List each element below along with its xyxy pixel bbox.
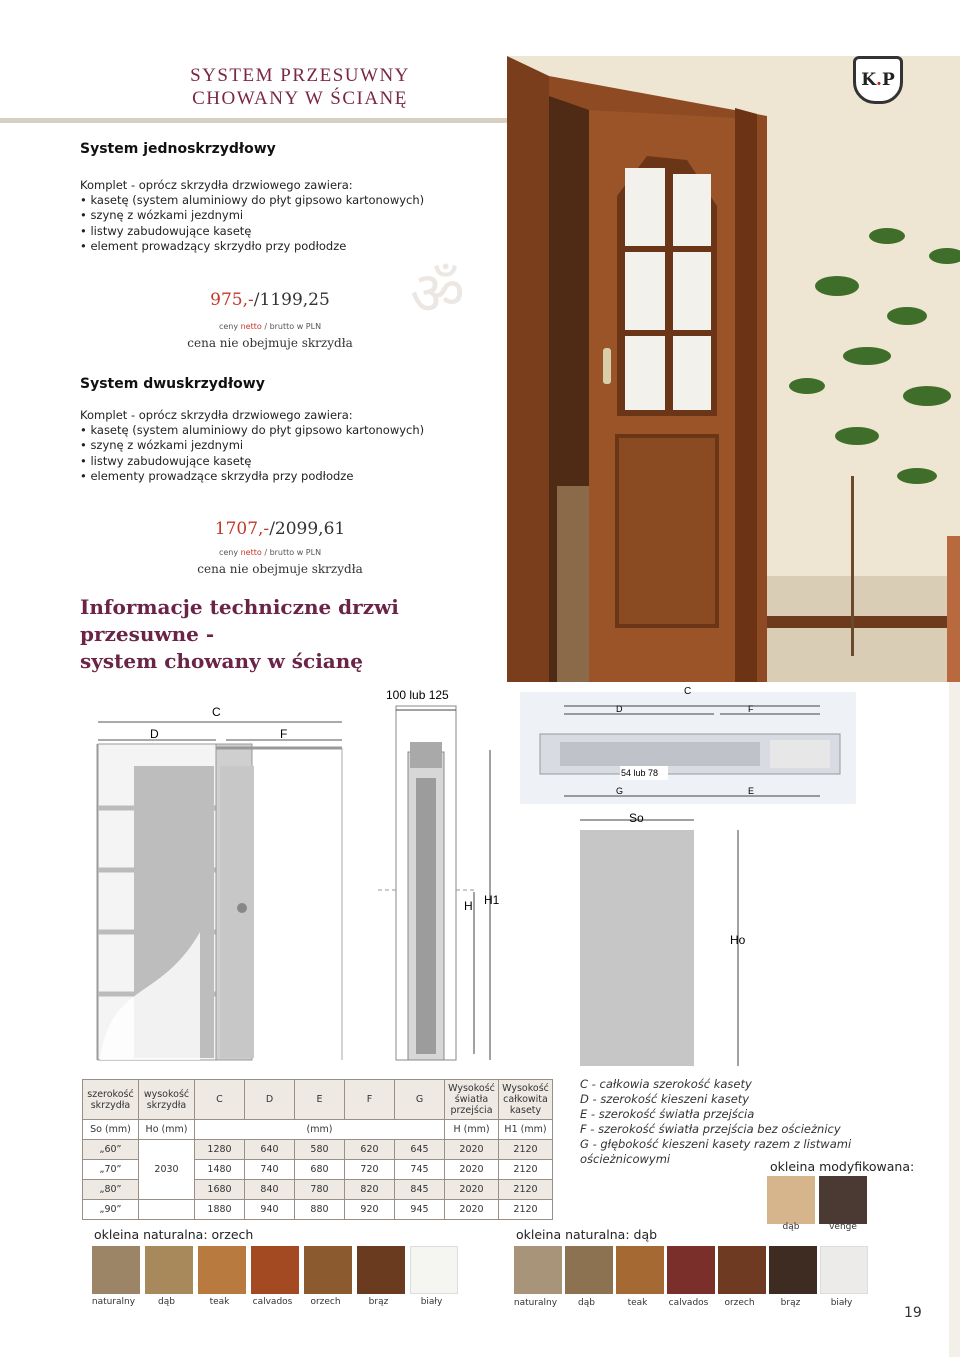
- page-number: 19: [904, 1305, 922, 1321]
- logo-letter-k: K: [861, 70, 877, 90]
- table-header-cell: F: [345, 1080, 395, 1120]
- table-cell: 620: [345, 1140, 395, 1160]
- table-unit-cell: Ho (mm): [139, 1120, 195, 1140]
- technical-heading-line1: Informacje techniczne drzwi przesuwne -: [80, 595, 399, 646]
- dim-label-h1: H1: [484, 893, 500, 907]
- dim-label-h: H: [464, 899, 473, 913]
- leaf-label-so: So: [629, 811, 644, 825]
- single-item: • listwy zabudowujące kasetę: [80, 223, 252, 238]
- table-cell: 920: [345, 1200, 395, 1220]
- plan-label-f: F: [748, 704, 754, 714]
- single-system-title: System jednoskrzydłowy: [80, 141, 276, 157]
- om-watermark-icon: ॐ: [410, 259, 465, 329]
- table-cell: 2120: [499, 1160, 553, 1180]
- table-cell: 720: [345, 1160, 395, 1180]
- table-unit-cell: (mm): [195, 1120, 445, 1140]
- oak-label-row: [510, 1298, 867, 1308]
- single-price: [180, 290, 360, 310]
- table-header-cell: Wysokość całkowita kasety: [499, 1080, 553, 1120]
- swatch: [410, 1246, 458, 1294]
- swatch-label: dąb: [578, 1298, 595, 1308]
- modified-veneer-title: okleina modyfikowana:: [770, 1159, 915, 1174]
- swatch-label: calvados: [668, 1298, 709, 1308]
- price-note-prefix: ceny: [218, 322, 241, 331]
- table-cell: 580: [295, 1140, 345, 1160]
- table-cell: 2120: [499, 1200, 553, 1220]
- table-cell: 880: [295, 1200, 345, 1220]
- double-intro: Komplet - oprócz skrzydła drzwiowego zawiera:: [80, 408, 353, 422]
- plan-label-g: G: [616, 786, 624, 796]
- swatch: [357, 1246, 405, 1294]
- table-unit-cell: So (mm): [83, 1120, 139, 1140]
- swatch-label: biały: [420, 1297, 443, 1307]
- swatch: [565, 1246, 613, 1294]
- price-note-prefix: ceny: [218, 548, 241, 557]
- legend-item: C - całkowia szerokość kasety: [580, 1077, 752, 1091]
- table-header-cell: wysokość skrzydła: [139, 1080, 195, 1120]
- table-cell: „60”: [83, 1140, 139, 1160]
- table-cell: 645: [395, 1140, 445, 1160]
- table-row: [83, 1200, 553, 1220]
- swatch: [616, 1246, 664, 1294]
- plan-label-depth: 54 lub 78: [621, 768, 659, 778]
- double-item: • elementy prowadzące skrzydła przy podłodze: [80, 468, 354, 483]
- table-cell: 2020: [445, 1180, 499, 1200]
- swatch: [718, 1246, 766, 1294]
- logo-dot: .: [876, 70, 882, 90]
- table-cell: 740: [245, 1160, 295, 1180]
- legend-item: F - szerokość światła przejścia bez ościeżnicy: [580, 1122, 841, 1136]
- swatch-label: calvados: [252, 1297, 293, 1307]
- oak-veneer-title: okleina naturalna: dąb: [516, 1227, 658, 1242]
- dim-label-c: C: [212, 705, 221, 719]
- dimension-table: [82, 1079, 553, 1220]
- table-cell: 845: [395, 1180, 445, 1200]
- table-cell: 1880: [195, 1200, 245, 1220]
- walnut-label-row: [87, 1297, 458, 1307]
- plan-label-d: D: [616, 704, 623, 714]
- logo-letter-p: P: [881, 70, 895, 90]
- single-system-description: [80, 178, 500, 254]
- table-header-cell: D: [245, 1080, 295, 1120]
- swatch: [92, 1246, 140, 1294]
- swatch-label: orzech: [310, 1297, 341, 1307]
- table-header-cell: szerokość skrzydła: [83, 1080, 139, 1120]
- leaf-label-ho: Ho: [730, 933, 746, 947]
- cross-section: [378, 706, 490, 1060]
- table-cell: 1280: [195, 1140, 245, 1160]
- swatch: [820, 1246, 868, 1294]
- double-price-net: 1707,-: [214, 519, 270, 539]
- table-cell: 2120: [499, 1180, 553, 1200]
- swatch-label: teak: [209, 1297, 230, 1307]
- double-price: [190, 519, 370, 539]
- swatch-label: brąz: [368, 1297, 389, 1307]
- table-cell: „90”: [83, 1200, 139, 1220]
- legend-item: ościeżnicowymi: [580, 1152, 671, 1166]
- table-cell: 2020: [445, 1200, 499, 1220]
- single-price-net: 975,-: [210, 290, 254, 310]
- swatch-modified-venge: [819, 1176, 867, 1224]
- oak-swatch-row: [514, 1246, 868, 1294]
- swatch-modified-oak: [767, 1176, 815, 1224]
- table-cell: 820: [345, 1180, 395, 1200]
- single-price-note: [180, 322, 360, 331]
- swatch-label: naturalny: [91, 1297, 136, 1307]
- double-system-description: [80, 408, 500, 484]
- table-header-cell: Wysokość światła przejścia: [445, 1080, 499, 1120]
- table-cell: „80”: [83, 1180, 139, 1200]
- table-cell-height: 2030: [139, 1140, 195, 1200]
- swatch: [304, 1246, 352, 1294]
- double-price-gross: /2099,61: [269, 519, 346, 539]
- technical-drawing: [80, 682, 860, 1080]
- swatch-label: orzech: [724, 1298, 755, 1308]
- page-title: [150, 64, 450, 110]
- walnut-swatch-row: [92, 1246, 458, 1294]
- table-cell: 2020: [445, 1140, 499, 1160]
- page-title-line2: CHOWANY W ŚCIANĘ: [192, 88, 408, 109]
- price-note-netto: netto: [240, 548, 262, 557]
- swatch: [667, 1246, 715, 1294]
- table-cell: 1680: [195, 1180, 245, 1200]
- double-item: • listwy zabudowujące kasetę: [80, 453, 252, 468]
- leaf-elevation: [580, 820, 738, 1066]
- swatch-label: brąz: [780, 1298, 801, 1308]
- single-item: • szynę z wózkami jezdnymi: [80, 208, 244, 223]
- price-note-netto: netto: [240, 322, 262, 331]
- swatch-label: teak: [627, 1298, 648, 1308]
- table-cell: 640: [245, 1140, 295, 1160]
- dim-label-section: 100 lub 125: [386, 688, 449, 702]
- walnut-veneer-title: okleina naturalna: orzech: [94, 1227, 254, 1242]
- swatch-label: biały: [830, 1298, 853, 1308]
- table-cell: 745: [395, 1160, 445, 1180]
- header-divider: [0, 118, 507, 123]
- legend-item: G - głębokość kieszeni kasety razem z listwami: [580, 1137, 852, 1151]
- swatch-label: venge: [829, 1222, 857, 1232]
- price-note-suffix: / brutto w PLN: [261, 548, 322, 557]
- single-price-gross: /1199,25: [253, 290, 330, 310]
- table-cell: 680: [295, 1160, 345, 1180]
- legend-item: D - szerokość kieszeni kasety: [580, 1092, 750, 1106]
- top-plan: [520, 692, 856, 804]
- technical-heading-line2: system chowany w ścianę: [80, 649, 364, 673]
- brand-logo: [853, 56, 903, 104]
- dimension-legend: [580, 1077, 880, 1167]
- plan-label-c: C: [684, 686, 692, 697]
- double-system-title: System dwuskrzydłowy: [80, 376, 265, 392]
- table-unit-cell: H (mm): [445, 1120, 499, 1140]
- table-cell: 945: [395, 1200, 445, 1220]
- swatch-label: naturalny: [513, 1298, 558, 1308]
- single-price-disclaimer: cena nie obejmuje skrzydła: [187, 336, 353, 350]
- table-cell: 940: [245, 1200, 295, 1220]
- table-header-cell: E: [295, 1080, 345, 1120]
- table-cell: 840: [245, 1180, 295, 1200]
- table-cell: 1480: [195, 1160, 245, 1180]
- double-item: • szynę z wózkami jezdnymi: [80, 438, 244, 453]
- swatch-label: dąb: [158, 1297, 175, 1307]
- double-price-disclaimer: cena nie obejmuje skrzydła: [197, 562, 363, 576]
- table-row: [83, 1140, 553, 1160]
- swatch: [198, 1246, 246, 1294]
- table-header-cell: G: [395, 1080, 445, 1120]
- table-cell: 2120: [499, 1140, 553, 1160]
- table-cell-empty: [139, 1200, 195, 1220]
- double-price-note: [180, 548, 360, 557]
- technical-info-heading: [80, 594, 510, 675]
- table-header-row: [83, 1080, 553, 1120]
- table-cell: „70”: [83, 1160, 139, 1180]
- table-header-cell: C: [195, 1080, 245, 1120]
- page-title-line1: SYSTEM PRZESUWNY: [190, 65, 410, 86]
- single-intro: Komplet - oprócz skrzydła drzwiowego zawiera:: [80, 178, 353, 192]
- table-unit-row: [83, 1120, 553, 1140]
- swatch: [145, 1246, 193, 1294]
- swatch: [251, 1246, 299, 1294]
- table-cell: 780: [295, 1180, 345, 1200]
- swatch: [769, 1246, 817, 1294]
- dim-label-d: D: [150, 727, 159, 741]
- swatch: [514, 1246, 562, 1294]
- price-note-suffix: / brutto w PLN: [261, 322, 322, 331]
- swatch-label: dąb: [782, 1222, 800, 1232]
- single-item: • element prowadzący skrzydło przy podłodze: [80, 238, 347, 253]
- table-cell: 2020: [445, 1160, 499, 1180]
- dim-label-f: F: [280, 727, 288, 741]
- door-photo-illustration: [507, 56, 960, 682]
- table-unit-cell: H1 (mm): [499, 1120, 553, 1140]
- door-photo: [507, 56, 960, 682]
- double-item: • kasetę (system aluminiowy do płyt gipsowo kartonowych): [80, 423, 425, 438]
- single-item: • kasetę (system aluminiowy do płyt gipsowo kartonowych): [80, 193, 425, 208]
- legend-item: E - szerokość światła przejścia: [580, 1107, 755, 1121]
- plan-label-e: E: [748, 786, 755, 796]
